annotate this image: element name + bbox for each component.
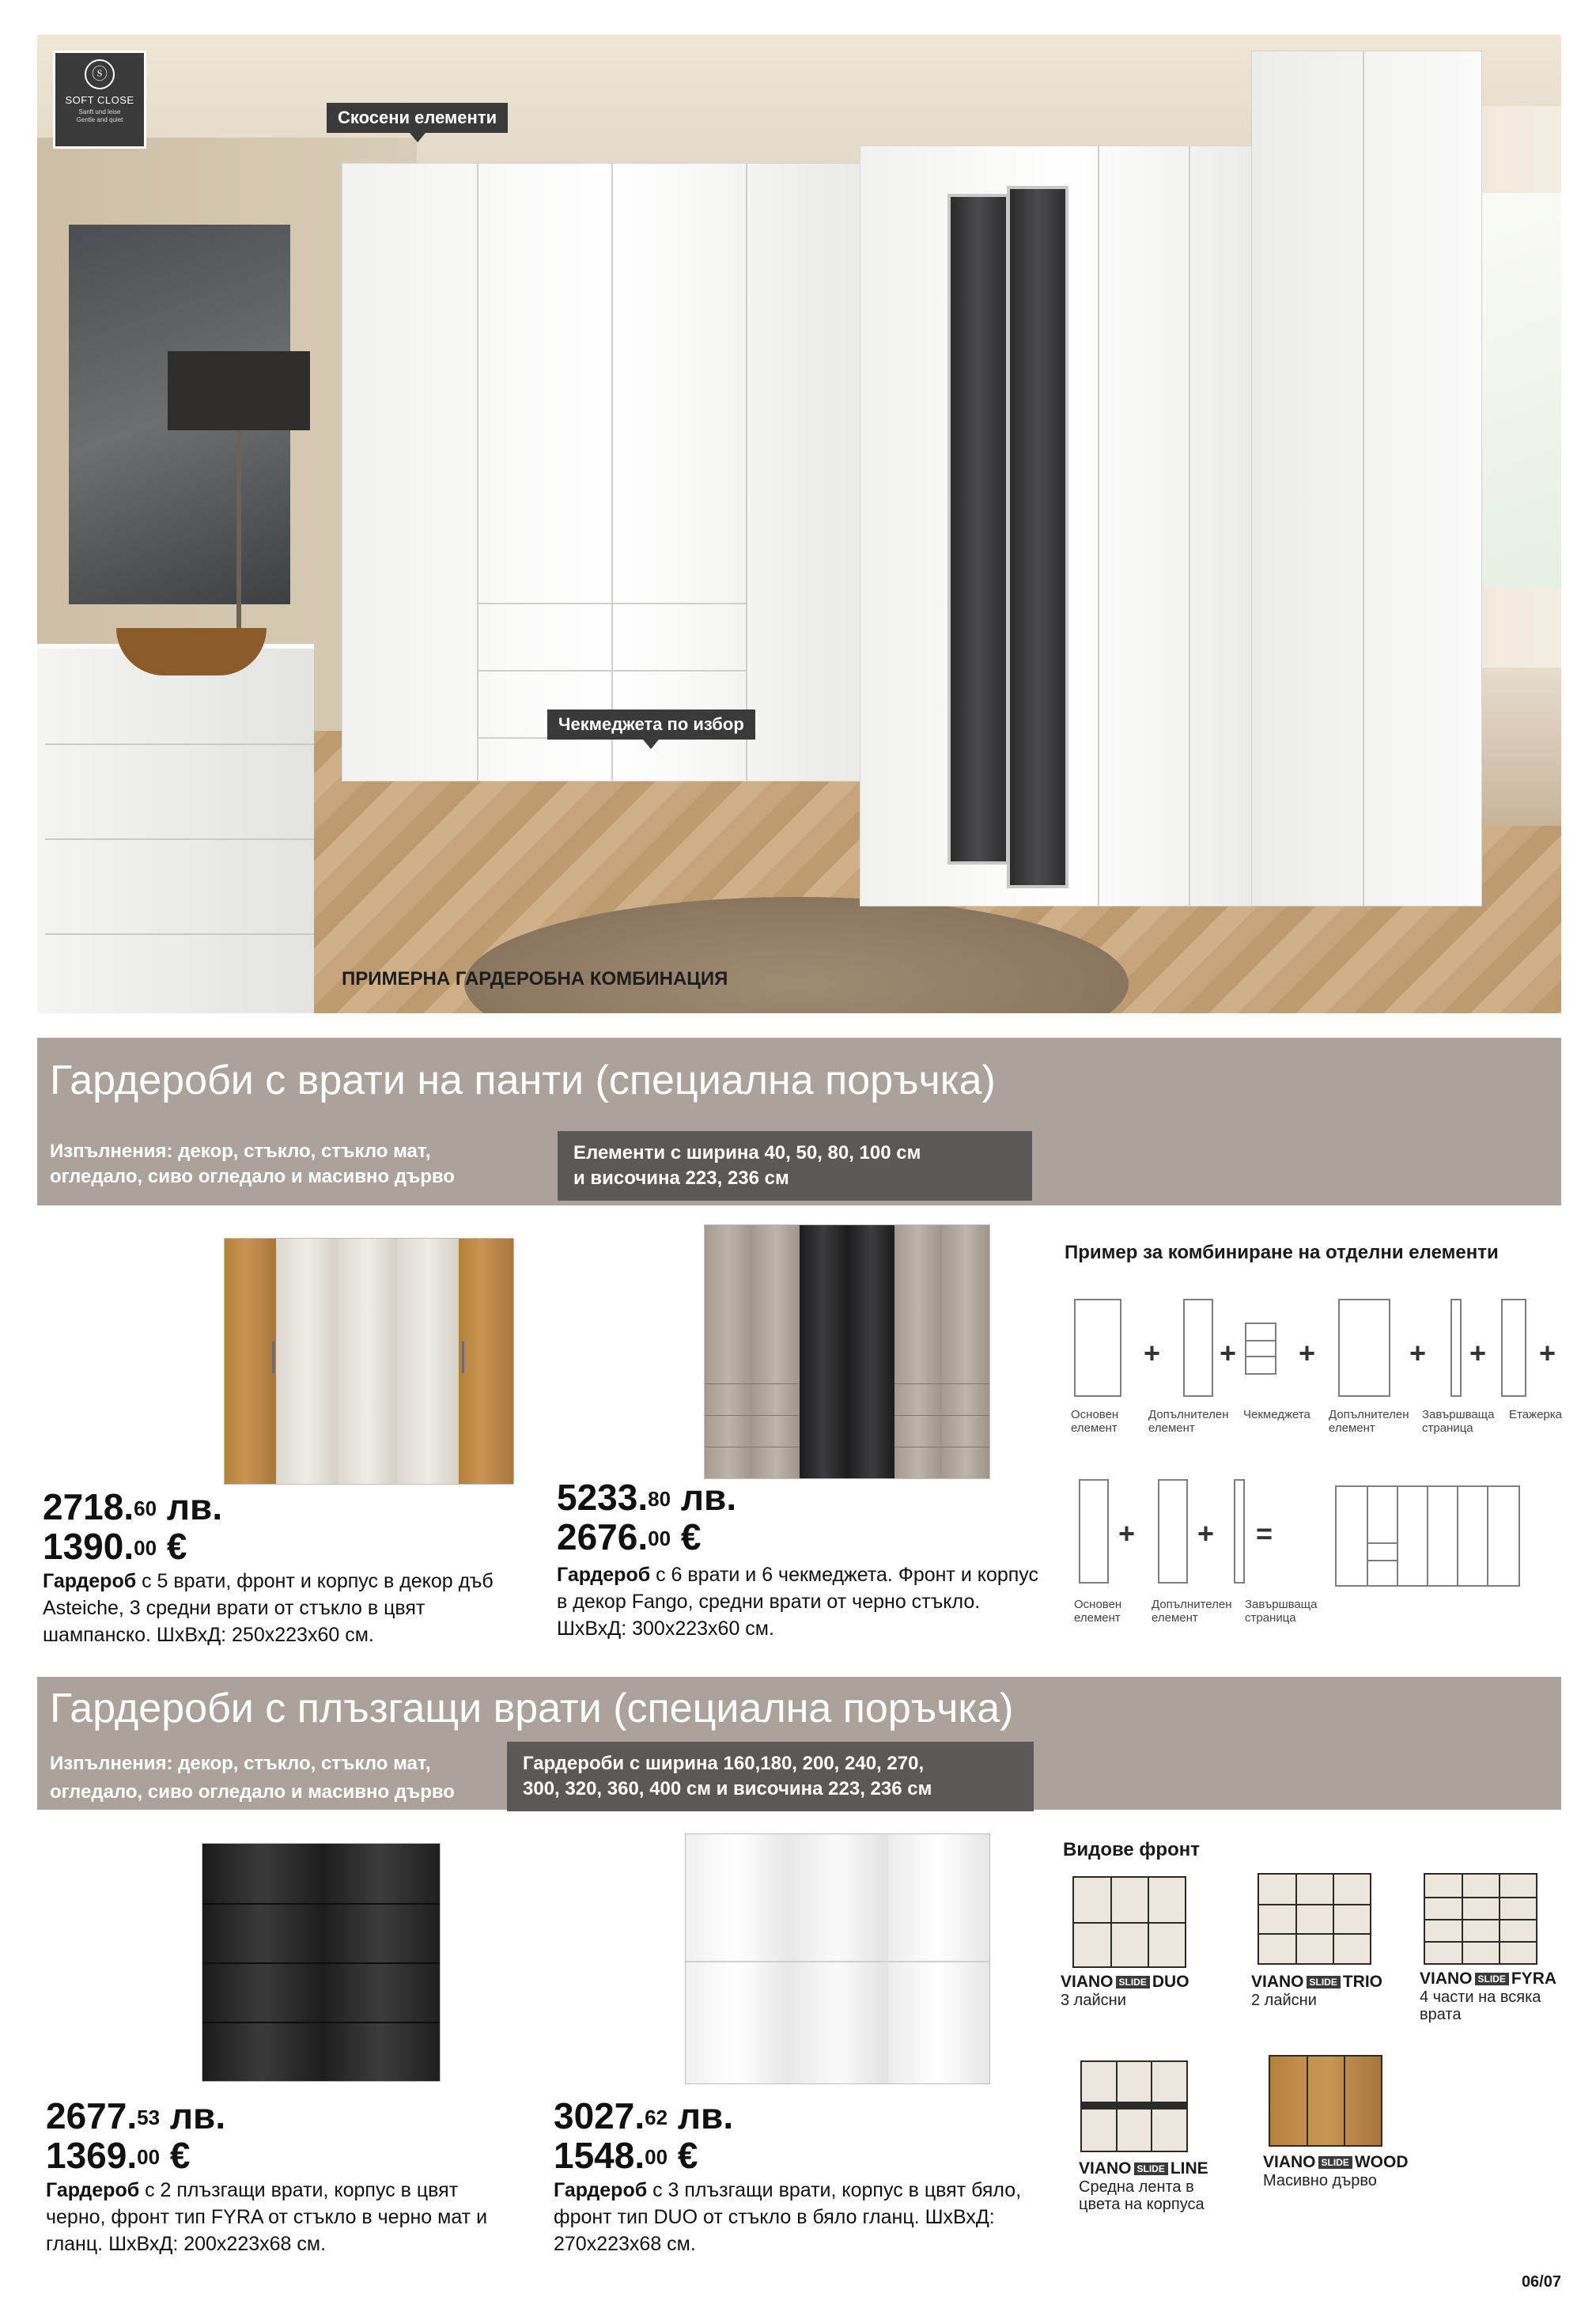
- soft-close-line1: Sanft und leise: [78, 108, 121, 115]
- combo-title: Пример за комбиниране на отделни елементи: [1065, 1242, 1499, 1263]
- front-wood-sub: Масивно дърво: [1263, 2172, 1377, 2189]
- combo-plus: +: [1197, 1517, 1215, 1550]
- soft-close-line2: Gentle and quiet: [76, 116, 123, 123]
- combo-plus: +: [1220, 1337, 1237, 1369]
- combo-equals: =: [1256, 1517, 1273, 1550]
- combo-label: Етажерка: [1509, 1408, 1563, 1421]
- combo-extra-element-2: [1338, 1299, 1390, 1397]
- front-fyra-sub: 4 части на всяка врата: [1420, 1988, 1541, 2023]
- section1-spec-line1: Елементи с ширина 40, 50, 80, 100 см: [573, 1142, 921, 1164]
- section2-title: Гардероби с плъзгащи врати (специална поръчка): [50, 1686, 1014, 1731]
- hero-caption: ПРИМЕРНА ГАРДЕРОБНА КОМБИНАЦИЯ: [342, 968, 728, 990]
- hero-glass-door: [1007, 186, 1068, 888]
- combo-extra-element: [1183, 1299, 1213, 1397]
- front-duo: VIANO SLIDE DUO 3 лайсни: [1061, 1973, 1189, 2009]
- combo-end-panel: [1450, 1299, 1462, 1397]
- product2-image: [704, 1224, 990, 1479]
- combo-label: Завършваща страница: [1422, 1408, 1495, 1435]
- front-types-title: Видове фронт: [1063, 1839, 1201, 1860]
- hero-glass-door: [947, 194, 1009, 865]
- combo-plus: +: [1299, 1337, 1316, 1369]
- section1-executions-line2: огледало, сиво огледало и масивно дърво: [50, 1166, 455, 1187]
- soft-close-badge: [53, 51, 146, 149]
- product3-description: Гардероб с 2 плъзгащи врати, корпус в цвят черно, фронт тип FYRA от стъкло в черно мат и гланц. ШхВхД: 200x223x68 см.: [46, 2179, 488, 2255]
- combo-shelf: [1501, 1299, 1526, 1397]
- hero-wardrobe-corner: [1251, 51, 1482, 906]
- combo-label: Основен елемент: [1071, 1408, 1119, 1435]
- front-fyra-image: [1424, 1873, 1537, 1965]
- hero-dresser: [37, 644, 314, 1013]
- combo-diagram: [1065, 1289, 1571, 1625]
- product3-price-eur: 1369.00 €: [46, 2135, 191, 2176]
- combo-label: Основен елемент: [1074, 1598, 1122, 1625]
- product1-price-eur: 1390.00 €: [43, 1526, 187, 1567]
- combo-label: Допълнителен елемент: [1148, 1408, 1229, 1435]
- section2-spec-line2: 300, 320, 360, 400 см и височина 223, 236 см: [523, 1778, 932, 1799]
- combo-plus: +: [1118, 1517, 1136, 1550]
- hero-lamp: [168, 351, 310, 430]
- combo-drawers: [1245, 1322, 1276, 1375]
- section2-spec-line1: Гардероби с ширина 160,180, 200, 240, 270,: [523, 1753, 925, 1774]
- hero-wardrobe-left: [342, 163, 885, 781]
- section1-spec-line2: и височина 223, 236 см: [573, 1167, 789, 1189]
- callout-drawers: Чекмеджета по избор: [547, 709, 755, 740]
- hero-bowl: [116, 628, 267, 675]
- combo-base-element: [1074, 1299, 1121, 1397]
- combo-label: Допълнителен елемент: [1152, 1598, 1232, 1625]
- hero-wardrobe-right: [860, 146, 1280, 906]
- section2-executions-line2: огледало, сиво огледало и масивно дърво: [50, 1781, 455, 1803]
- soft-close-icon: ⓢ: [85, 59, 115, 89]
- front-duo-image: [1072, 1876, 1186, 1968]
- section2-spec: [507, 1742, 1034, 1811]
- front-fyra: VIANO SLIDE FYRA 4 части на всяка врата: [1420, 1970, 1557, 2023]
- combo-plus: +: [1409, 1337, 1427, 1369]
- front-line-sub: Средна лента в цвета на корпуса: [1079, 2178, 1205, 2213]
- product3-image: [202, 1843, 441, 2082]
- product4-image: [685, 1833, 990, 2084]
- combo-base-element: [1079, 1479, 1109, 1584]
- product1-price-bgn: 2718.60 лв.: [43, 1486, 223, 1527]
- product1-description: Гардероб с 5 врати, фронт и корпус в декор дъб Asteiche, 3 средни врати от стъкло в цвят шампанско. ШхВхД: 250x223x60 см.: [43, 1570, 494, 1646]
- section1-executions-line1: Изпълнения: декор, стъкло, стъкло мат,: [50, 1141, 431, 1162]
- section2-executions-line1: Изпълнения: декор, стъкло, стъкло мат,: [50, 1753, 431, 1774]
- front-wood: VIANO SLIDE WOOD Масивно дърво: [1263, 2153, 1409, 2189]
- product1-prices: [43, 1487, 222, 1566]
- front-trio-sub: 2 лайсни: [1251, 1992, 1317, 2009]
- front-line-image: [1080, 2060, 1188, 2152]
- soft-close-title: SOFT CLOSE: [65, 94, 134, 106]
- product2-prices: [557, 1478, 736, 1557]
- section1-executions: [50, 1139, 455, 1190]
- combo-label: Завършваща страница: [1245, 1598, 1318, 1625]
- section1-banner: [37, 1038, 1561, 1205]
- product4-price-bgn: 3027.62 лв.: [554, 2095, 734, 2136]
- section2-executions: [50, 1750, 455, 1807]
- product4-price-eur: 1548.00 €: [554, 2135, 698, 2176]
- product4-prices: [554, 2096, 733, 2175]
- product4-description: Гардероб с 3 плъзгащи врати, корпус в цвят бяло, фронт тип DUO от стъкло в бяло гланц. ШхВхД: 270x223x68 см.: [554, 2179, 1022, 2255]
- combo-label: Допълнителен елемент: [1329, 1408, 1409, 1435]
- section1-title: Гардероби с врати на панти (специална поръчка): [50, 1058, 996, 1103]
- combo-plus: +: [1469, 1337, 1487, 1369]
- front-duo-sub: 3 лайсни: [1061, 1992, 1126, 2009]
- combo-extra-element: [1158, 1479, 1188, 1584]
- combo-result: [1335, 1485, 1520, 1587]
- product2-description: Гардероб с 6 врати и 6 чекмеджета. Фронт и корпус в декор Fango, средни врати от черно стъкло. ШхВхД: 300x223x60 см.: [557, 1564, 1039, 1640]
- front-wood-image: [1269, 2055, 1382, 2147]
- combo-plus: +: [1539, 1337, 1556, 1369]
- hero-bed: [1469, 668, 1561, 826]
- hero-lamp-stem: [236, 430, 241, 636]
- product2-price-eur: 2676.00 €: [557, 1516, 702, 1557]
- product2-price-bgn: 5233.80 лв.: [557, 1477, 737, 1518]
- section1-spec: [558, 1131, 1032, 1201]
- front-trio-image: [1258, 1873, 1371, 1965]
- callout-beveled-elements: Скосени елементи: [327, 103, 508, 133]
- front-trio: VIANO SLIDE TRIO 2 лайсни: [1251, 1973, 1383, 2009]
- product3-price-bgn: 2677.53 лв.: [46, 2095, 226, 2136]
- section2-banner: [37, 1677, 1561, 1810]
- front-line: VIANO SLIDE LINE Средна лента в цвета на корпуса: [1079, 2159, 1208, 2213]
- product3-prices: [46, 2096, 225, 2175]
- combo-end-panel: [1234, 1479, 1245, 1584]
- combo-plus: +: [1144, 1337, 1161, 1369]
- page-number: 06/07: [1521, 2273, 1561, 2291]
- hero-image: [37, 35, 1561, 1013]
- combo-label: Чекмеджета: [1243, 1408, 1310, 1421]
- product1-image: [224, 1238, 514, 1485]
